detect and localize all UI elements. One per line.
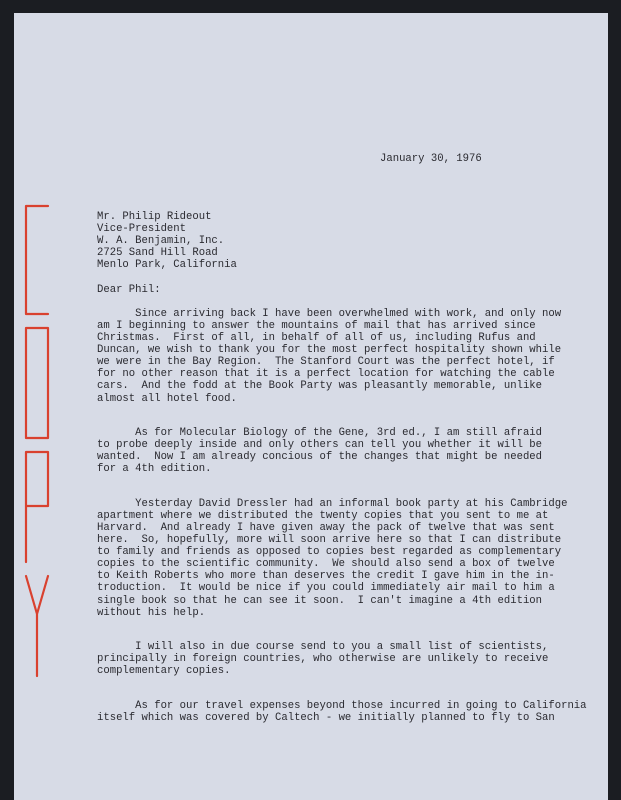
address-line: 2725 Sand Hill Road xyxy=(97,247,218,260)
body-line: copies to the scientific community. We should also send a box of twelve xyxy=(97,558,555,571)
body-line: troduction. It would be nice if you could immediately air mail to him a xyxy=(97,582,555,595)
address-line: Mr. Philip Rideout xyxy=(97,211,212,223)
body-line: apartment where we distributed the twenty copies that you sent to me at xyxy=(97,509,549,522)
body-line: single book so that he can see it soon. I can't imagine a 4th edition xyxy=(97,594,543,607)
letter-page xyxy=(14,13,608,800)
copy-stamp xyxy=(18,200,54,678)
address-line: Menlo Park, California xyxy=(97,259,237,272)
body-line: here. So, hopefully, more will soon arrive here so that I can distribute xyxy=(97,534,562,547)
body-line: cars. And the fodd at the Book Party was pleasantly memorable, unlike xyxy=(97,380,543,393)
body-line: to Keith Roberts who more than deserves the credit I gave him in the in- xyxy=(97,570,555,583)
body-line: As for Molecular Biology of the Gene, 3rd ed., I am still afraid xyxy=(97,426,543,439)
salutation: Dear Phil: xyxy=(97,283,161,296)
body-line: am I beginning to answer the mountains of mail that has arrived since xyxy=(97,319,536,332)
body-line: Harvard. And already I have given away the pack of twelve that was sent xyxy=(97,521,555,534)
body-line: without his help. xyxy=(97,606,206,619)
stamp-letter-c xyxy=(26,206,48,314)
body-line: wanted. Now I am already concious of the changes that might be needed xyxy=(97,451,543,464)
address-line: Vice-President xyxy=(97,223,187,236)
letter-date: January 30, 1976 xyxy=(380,153,482,165)
body-line: Christmas. First of all, in behalf of all of us, including Rufus and xyxy=(97,332,536,344)
body-line: for no other reason that it is a perfect location for watching the cable xyxy=(97,368,555,381)
body-line: Yesterday David Dressler had an informal book party at his Cambridge xyxy=(97,497,568,510)
body-line: principally in foreign countries, who otherwise are unlikely to receive xyxy=(97,653,549,666)
body-line: itself which was covered by Caltech - we initially planned to fly to San xyxy=(97,711,555,724)
stamp-letter-y xyxy=(26,576,48,676)
body-line: As for our travel expenses beyond those incurred in going to California xyxy=(97,699,587,712)
body-line: to family and friends as opposed to copies best regarded as complementary xyxy=(97,546,562,559)
address-line: W. A. Benjamin, Inc. xyxy=(97,235,225,248)
body-line: Duncan, we wish to thank you for the most perfect hospitality shown while xyxy=(97,344,562,357)
stamp-letter-p xyxy=(26,452,48,562)
stamp-letter-o xyxy=(26,328,48,438)
body-line: to probe deeply inside and only others can tell you whether it will be xyxy=(97,439,543,452)
body-line: almost all hotel food. xyxy=(97,392,237,405)
body-line: I will also in due course send to you a small list of scientists, xyxy=(97,641,549,654)
body-line: for a 4th edition. xyxy=(97,463,212,476)
copy-stamp-graphic xyxy=(18,200,54,678)
body-line: we were in the Bay Region. The Stanford Court was the perfect hotel, if xyxy=(97,356,555,369)
body-line: Since arriving back I have been overwhelmed with work, and only now xyxy=(97,307,562,320)
body-line: complementary copies. xyxy=(97,665,231,678)
